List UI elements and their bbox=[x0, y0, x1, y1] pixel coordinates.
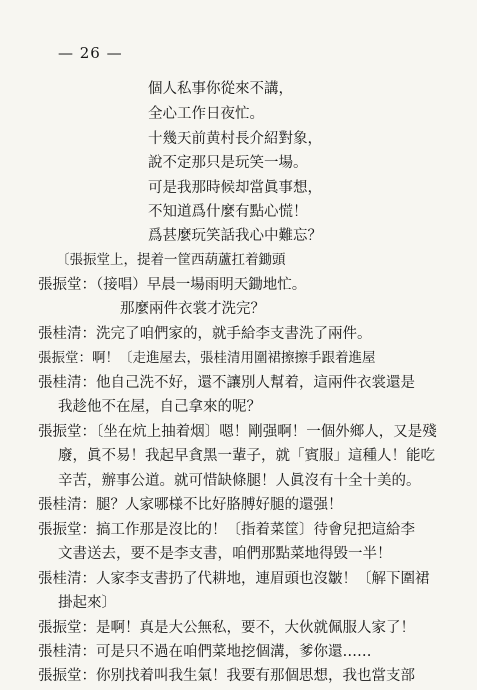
dialogue-line: 廢，眞不易！我起早貪黑一輩子，就「賓服」這種人！能吃 bbox=[58, 448, 435, 464]
dialogue-line: 張桂清：人家李支書扔了代耕地，連眉頭也沒皺！〔解下圍裙 bbox=[38, 571, 430, 587]
verse-line: 全心工作日夜忙。 bbox=[148, 106, 264, 122]
dialogue-line: 張振堂：搞工作那是沒比的！〔指着菜筐〕待會兒把這給李 bbox=[38, 522, 415, 538]
dialogue-line: 張振堂：（接唱）早晨一場雨明天鋤地忙。 bbox=[38, 277, 307, 293]
verse-line: 爲甚麼玩笑話我心中難忘？ bbox=[148, 228, 322, 244]
verse-line: 不知道爲什麼有點心慌！ bbox=[148, 204, 308, 220]
dialogue-line: 那麼兩件衣裳才洗完？ bbox=[120, 301, 265, 317]
dialogue-line: 辛苦，辦事公道。就可惜缺條腿！人眞沒有十全十美的。 bbox=[58, 473, 421, 489]
verse-line: 說不定那只是玩笑一場。 bbox=[148, 155, 308, 171]
stage-direction: 〔張振堂上，提着一筐西葫蘆扛着鋤頭 bbox=[56, 252, 286, 268]
dialogue-line: 我趁他不在屋，自己拿來的呢？ bbox=[58, 399, 261, 415]
dialogue-line: 張桂清：可是只不過在咱們菜地挖個溝，爹你還…… bbox=[38, 644, 372, 660]
dialogue-line: 張桂清：洗完了咱們家的，就手給李支書洗了兩件。 bbox=[38, 326, 372, 342]
verse-line: 個人私事你從來不講， bbox=[148, 81, 293, 97]
dialogue-line: 張振堂：是啊！真是大公無私，要不，大伙就佩服人家了！ bbox=[38, 620, 415, 636]
dialogue-line: 張振堂：〔坐在炕上抽着烟〕嗯！剛强啊！一個外鄉人，又是殘 bbox=[38, 424, 437, 440]
dialogue-line: 張桂清：他自己洗不好，還不讓別人幫着，這兩件衣裳還是 bbox=[38, 375, 415, 391]
dialogue-line: 張振堂：啊！〔走進屋去，張桂清用圍裙擦擦手跟着進屋 bbox=[38, 350, 376, 366]
dialogue-line: 掛起來〕 bbox=[58, 595, 116, 611]
page-number: — 26 — bbox=[58, 44, 123, 62]
dialogue-line: 張桂清：腿？人家哪様不比好胳膊好腿的還强！ bbox=[38, 497, 343, 513]
verse-line: 可是我那時候却當眞事想， bbox=[148, 180, 322, 196]
verse-line: 十幾天前黄村長介紹對象， bbox=[148, 131, 322, 147]
dialogue-line: 張振堂：你别找着叫我生氣！我要有那個思想，我也當支部 bbox=[38, 668, 415, 684]
dialogue-line: 文書送去，要不是李支書，咱們那點菜地得毁一半！ bbox=[58, 546, 392, 562]
